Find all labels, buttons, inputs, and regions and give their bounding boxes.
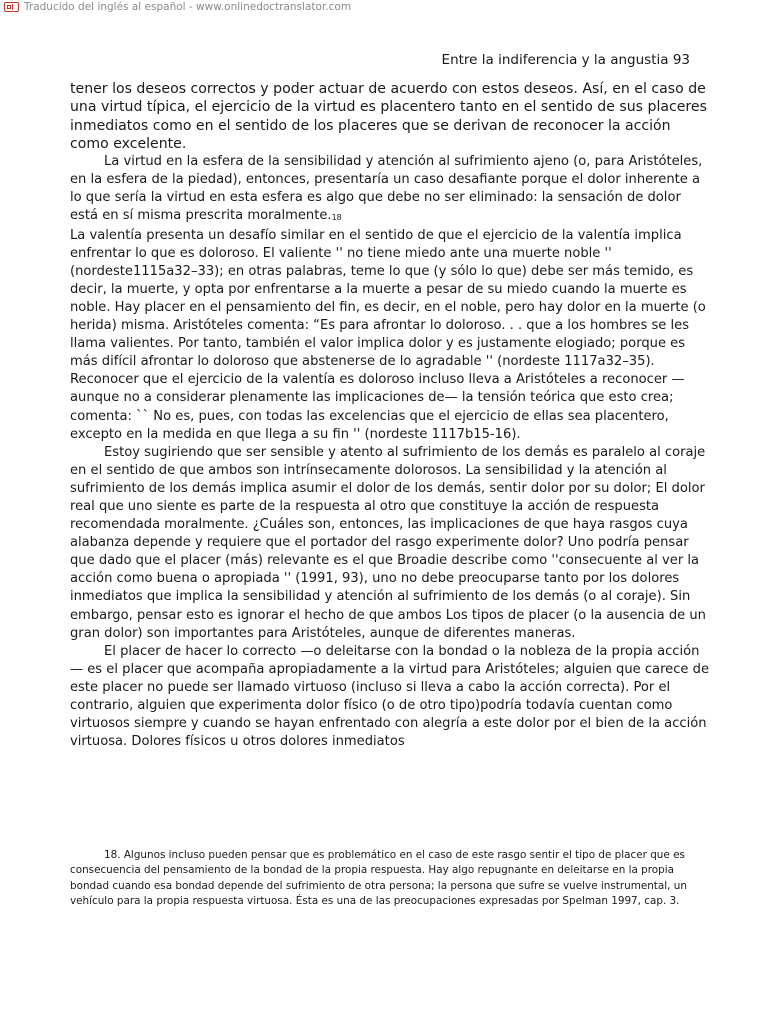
paragraph-3: La valentía presenta un desafío similar en el sentido de que el ejercicio de la valentía implica enfrentar lo que es doloroso. El valiente '' no tiene miedo ante una muerte noble '' (nordeste1115a32–33); en otras palabras, teme lo que (y sólo lo que) debe ser más temido, es decir, la muerte, y opta por enfrentarse a la muerte a pesar de su miedo cuando la muerte es noble. Hay placer en el pensamiento del fin, es decir, en el noble, pero hay dolor en la muerte (o herida) misma. Aristóteles comenta: “Es para afrontar lo doloroso. . . que a los hombres se les llama valientes. Por tanto, también el valor implica dolor y es justamente elogiado; porque es más difícil afrontar lo doloroso que abstenerse de lo agradable '' (nordeste 1117a32–35). Reconocer que el ejercicio de la valentía es doloroso incluso lleva a Aristóteles a reconocer —aunque no a considerar plenamente las implicaciones de— la tensión teórica que esto crea; comenta: `` No es, pues, con todas las excelencias que el ejercicio de ellas sea placentero, excepto en la medida en que llega a su fin '' (nordeste 1117b15-16).	[70, 227, 706, 442]
paragraph-5: El placer de hacer lo correcto —o deleitarse con la bondad o la nobleza de la propia acción— es el placer que acompaña apropiadamente a la virtud para Aristóteles; alguien que carece de este placer no puede ser llamado virtuoso (incluso si lleva a cabo la acción correcta). Por el contrario, alguien que experimenta dolor físico (o de otro tipo)podría todavía cuentan como virtuosos siempre y cuando se hayan enfrentado con alegría a este dolor por el bien de la acción virtuosa. Dolores físicos u otros dolores inmediatos	[70, 643, 709, 750]
paragraph-1: tener los deseos correctos y poder actuar de acuerdo con estos deseos. Así, en el caso de una virtud típica, el ejercicio de la virtud es placentero tanto en el sentido de sus placeres inmediatos como en el sentido de los placeres que se derivan de reconocer la acción como excelente.	[70, 81, 707, 152]
translator-banner	[4, 0, 351, 14]
footnote-18: 18. Algunos incluso pueden pensar que es problemático en el caso de este rasgo sentir el tipo de placer que es consecuencia del pensamiento de la bondad de la propia respuesta. Hay algo repugnante en deleitarse en la propia bondad cuando esa bondad depende del sufrimiento de otra persona; la persona que sufre se vuelve instrumental, un vehículo para la propia respuesta virtuosa. Ésta es una de las preocupaciones expresadas por Spelman 1997, cap. 3.	[70, 849, 687, 908]
paragraph-2	[70, 153, 710, 226]
footnotes	[70, 848, 710, 910]
translator-logo-icon	[4, 2, 19, 12]
paragraph-4: Estoy sugiriendo que ser sensible y atento al sufrimiento de los demás es paralelo al coraje en el sentido de que ambos son intrínsecamente dolorosos. La sensibilidad y la atención al sufrimiento de los demás implica asumir el dolor de los demás, sentir dolor por su dolor; El dolor real que uno siente es parte de la respuesta al otro que constituye la acción de respuesta recomendada moralmente. ¿Cuáles son, entonces, las implicaciones de que haya rasgos cuya alabanza depende y requiere que el portador del rasgo experimente dolor? Uno podría pensar que dado que el placer (más) relevante es el que Broadie describe como ''consecuente al ver la acción como buena o apropiada '' (1991, 93), uno no debe preocuparse tanto por los dolores inmediatos que implica la sensibilidad y atención al sufrimiento de los demás (o al coraje). Sin embargo, pensar esto es ignorar el hecho de que ambos Los tipos de placer (o la ausencia de un gran dolor) son importantes para Aristóteles, aunque de diferentes maneras.	[70, 444, 706, 641]
page-body	[70, 80, 710, 751]
footnote-reference-18[interactable]: 18	[331, 213, 342, 223]
paragraph-2-text: La virtud en la esfera de la sensibilidad y atención al sufrimiento ajeno (o, para Aristóteles, en la esfera de la piedad), entonces, presentaría un caso desafiante porque el dolor inherente a lo que sería la virtud en esta esfera es algo que debe no ser eliminado: la sensación de dolor está en sí misma prescrita moralmente.	[70, 154, 703, 224]
running-head: Entre la indiferencia y la angustia 93	[441, 52, 690, 68]
translator-banner-text: Traducido del inglés al español - www.onlinedoctranslator.com	[24, 1, 352, 13]
